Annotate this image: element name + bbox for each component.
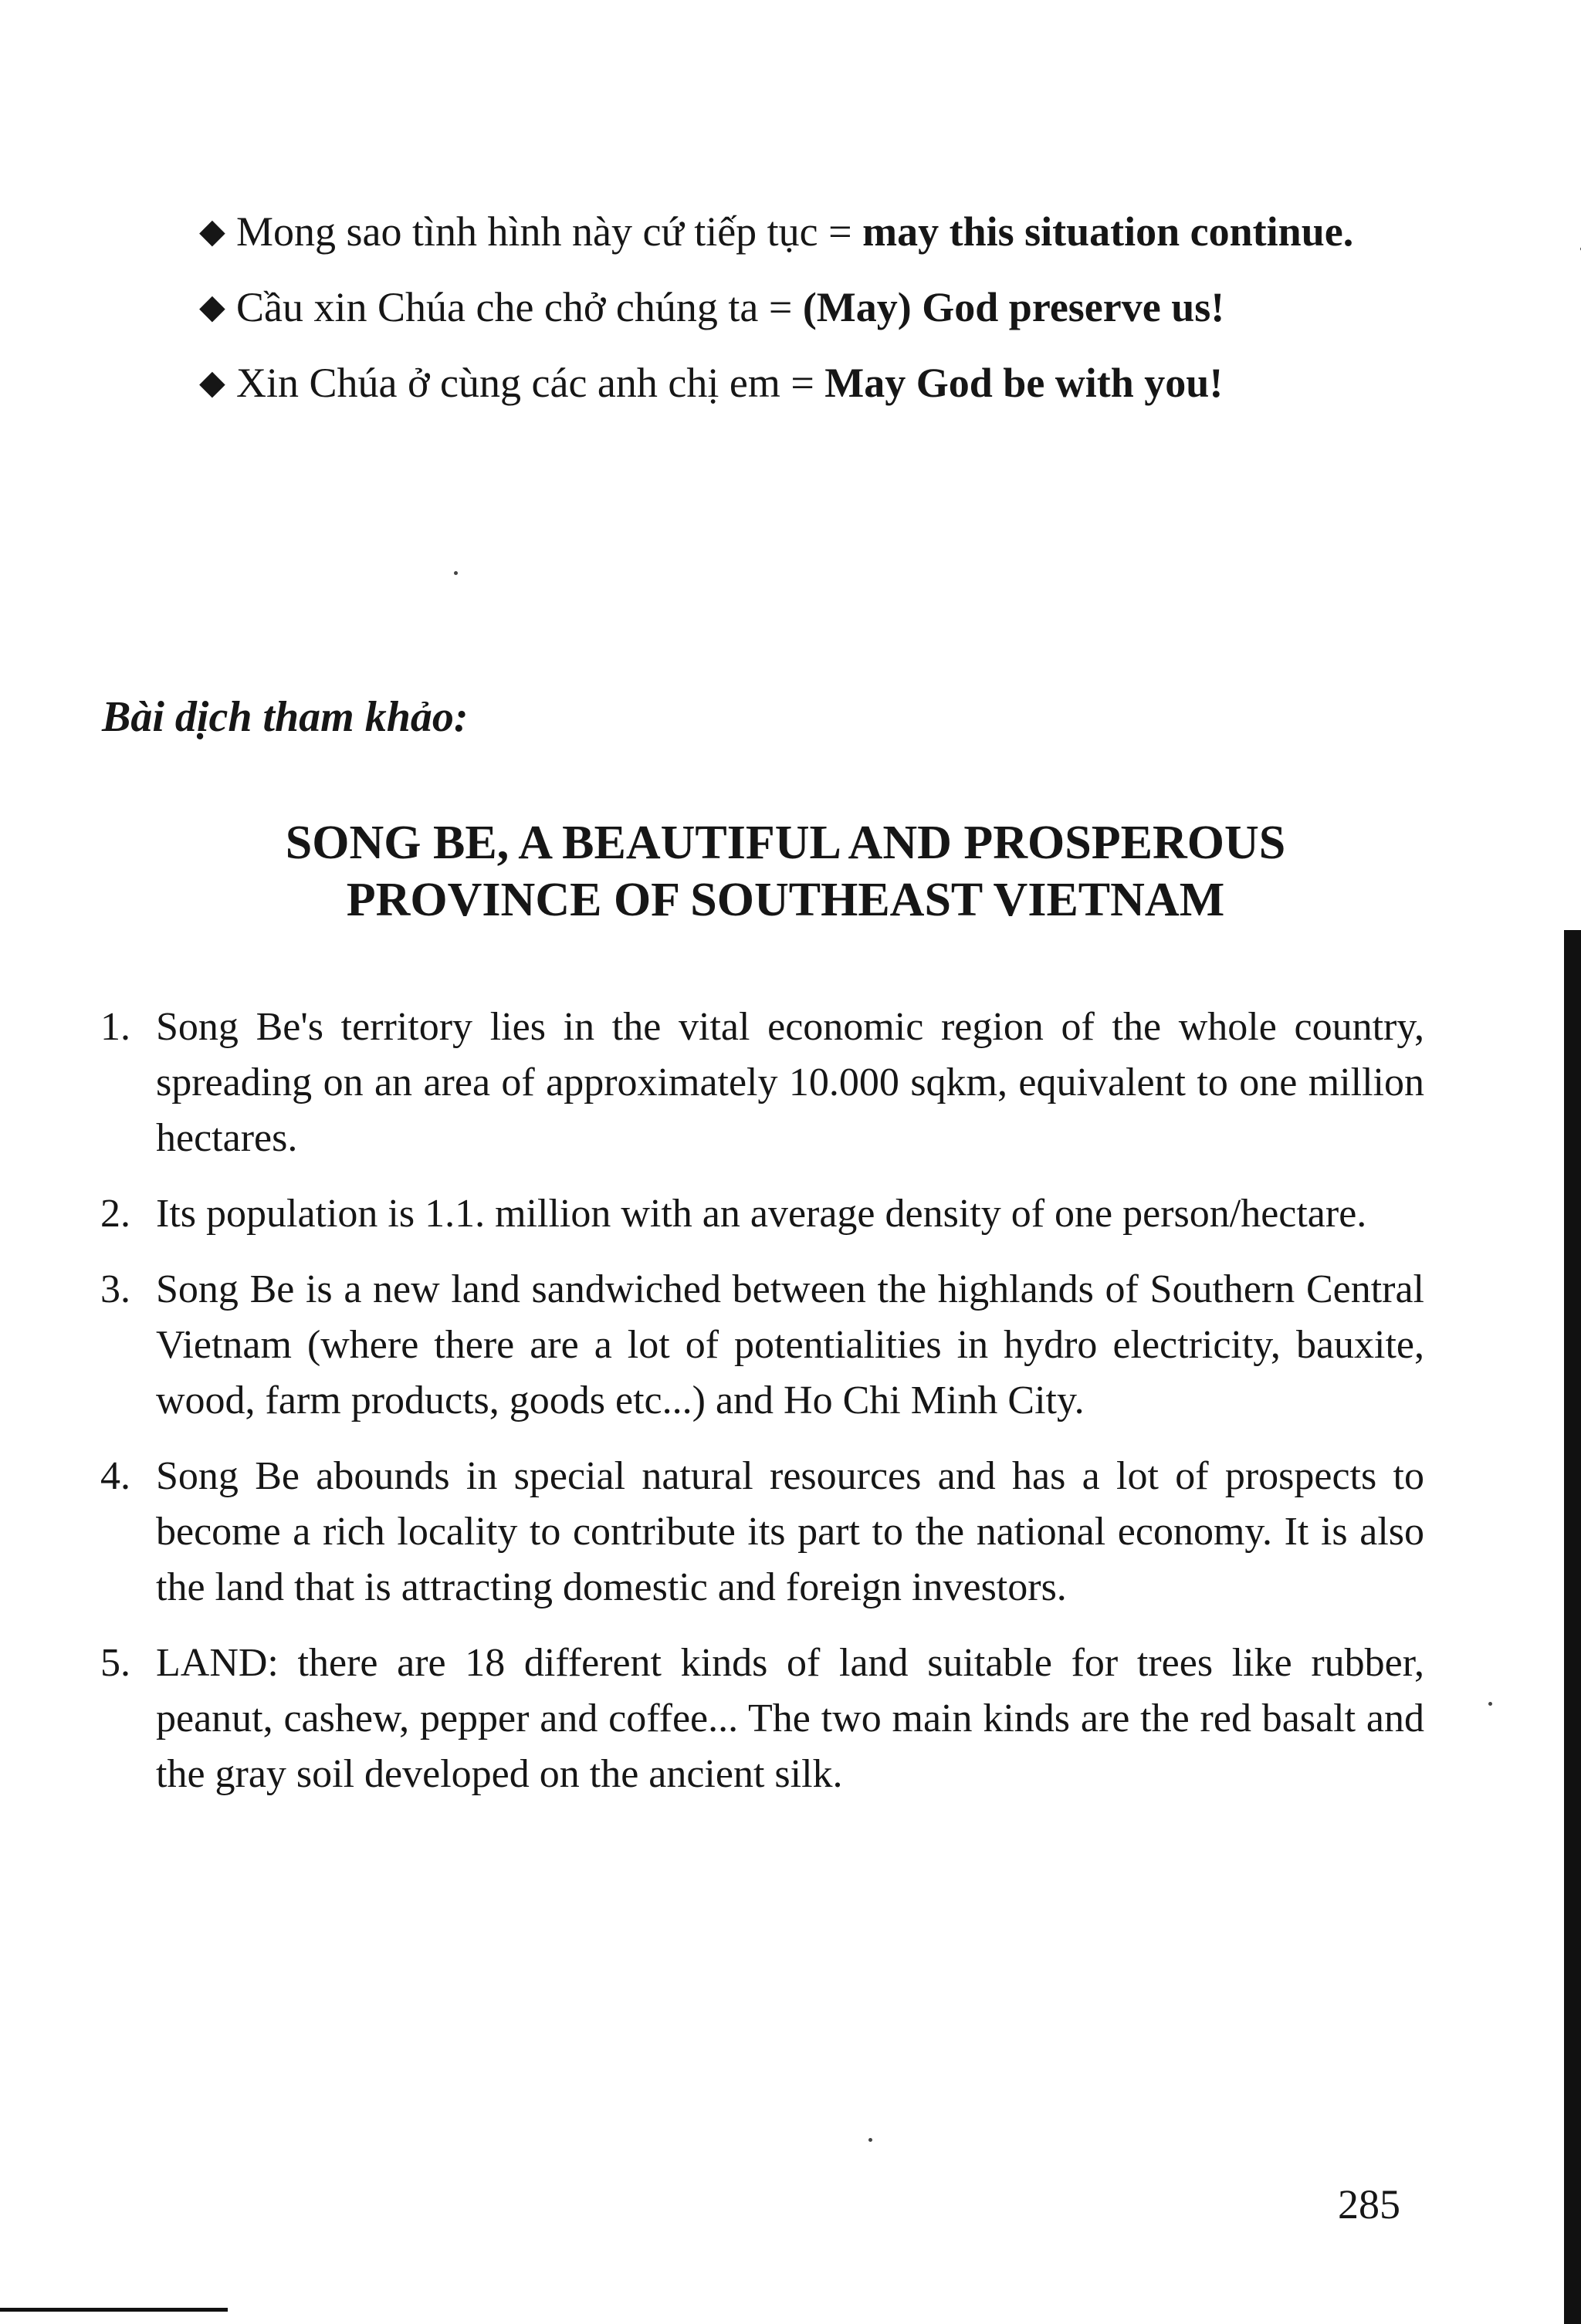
phrase-item — [199, 280, 1427, 334]
list-item — [100, 1000, 1424, 1166]
list-item — [100, 1636, 1424, 1802]
list-item-number: 2. — [100, 1192, 130, 1236]
list-item-number: 3. — [100, 1267, 130, 1311]
list-item-number: 4. — [100, 1454, 130, 1498]
phrase-english: May God be with you! — [824, 360, 1224, 406]
scan-bottom-rule — [0, 2308, 228, 2312]
list-item-number: 5. — [100, 1641, 130, 1685]
diamond-bullet-icon: ◆ — [199, 212, 225, 250]
title-line-1: SONG BE, A BEAUTIFUL AND PROSPEROUS — [285, 817, 1286, 869]
list-item-text: Its population is 1.1. million with an average density of one person/hectare. — [156, 1192, 1367, 1236]
list-item-number: 1. — [100, 1005, 130, 1049]
phrase-english: may this situation continue. — [862, 208, 1354, 255]
scan-speck — [454, 571, 458, 575]
section-subheading: Bài dịch tham khảo: — [102, 693, 469, 741]
list-item — [100, 1262, 1424, 1429]
numbered-list — [100, 1000, 1424, 1822]
phrase-item — [199, 205, 1427, 259]
list-item-text: LAND: there are 18 different kinds of land suitable for trees like rubber, peanut, cashew, pepper and coffee... The two main kinds are the red basalt and the gray soil developed on the ancient silk. — [156, 1641, 1424, 1796]
phrase-vietnamese: Mong sao tình hình này cứ tiếp tục = — [236, 208, 863, 255]
list-item-text: Song Be is a new land sandwiched between the highlands of Southern Central Vietnam (where there are a lot of potentialities in hydro electricity, bauxite, wood, farm products, goods etc...) and Ho Chi Minh City. — [156, 1267, 1424, 1422]
article-title — [108, 814, 1463, 929]
page-number: 285 — [1338, 2181, 1400, 2228]
list-item — [100, 1186, 1424, 1242]
scan-edge-shadow — [1564, 930, 1581, 2324]
phrase-vietnamese: Cầu xin Chúa che chở chúng ta = — [236, 284, 803, 330]
list-item-text: Song Be's territory lies in the vital economic region of the whole country, spreading on an area of approximately 10.000 sqkm, equivalent to one million hectares. — [156, 1005, 1424, 1160]
scan-speck — [1488, 1702, 1492, 1706]
scan-speck — [868, 2138, 872, 2142]
phrase-item — [199, 356, 1427, 410]
diamond-bullet-icon: ◆ — [199, 288, 225, 326]
list-item — [100, 1449, 1424, 1615]
phrase-list — [199, 205, 1427, 431]
title-line-2: PROVINCE OF SOUTHEAST VIETNAM — [346, 874, 1225, 926]
diamond-bullet-icon: ◆ — [199, 364, 225, 401]
phrase-english: (May) God preserve us! — [802, 284, 1225, 330]
phrase-vietnamese: Xin Chúa ở cùng các anh chị em = — [236, 360, 825, 406]
list-item-text: Song Be abounds in special natural resources and has a lot of prospects to become a rich locality to contribute its part to the national economy. It is also the land that is attracting domestic and foreign investors. — [156, 1454, 1424, 1609]
